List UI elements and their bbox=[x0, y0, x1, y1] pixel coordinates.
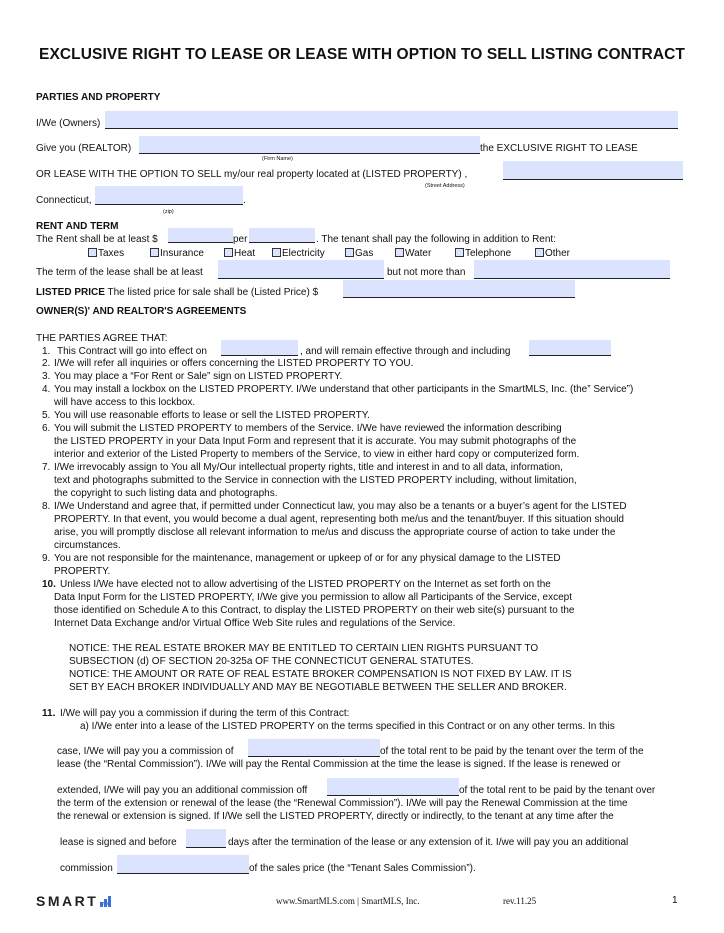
agreement-line: You will use reasonable efforts to lease or sell the LISTED PROPERTY. bbox=[54, 410, 370, 421]
firm-name-caption: (Firm Name) bbox=[262, 156, 293, 162]
street-address-field[interactable] bbox=[503, 161, 683, 180]
notice-line: NOTICE: THE AMOUNT OR RATE OF REAL ESTATE BROKER COMPENSATION IS NOT FIXED BY LAW. IT IS bbox=[69, 669, 572, 680]
term-min-field[interactable] bbox=[218, 260, 384, 279]
listed-price-field[interactable] bbox=[343, 280, 575, 298]
checkbox-electricity[interactable]: Electricity bbox=[272, 248, 325, 259]
checkbox-heat[interactable]: Heat bbox=[224, 248, 255, 259]
item-number: 11. bbox=[42, 708, 56, 719]
tenant-sales-commission-field[interactable] bbox=[117, 855, 249, 874]
commission-text-b: of the sales price (the “Tenant Sales Commission”). bbox=[249, 863, 476, 874]
connecticut-label: Connecticut, bbox=[36, 195, 92, 206]
case-text-a: case, I/We will pay you a commission of bbox=[57, 746, 234, 757]
item-number: 10. bbox=[42, 579, 56, 590]
rent-line-a: The Rent shall be at least $ bbox=[36, 234, 158, 245]
agreement-line: You may place a “For Rent or Sale” sign on LISTED PROPERTY. bbox=[54, 371, 343, 382]
agreement-line: will have access to this lockbox. bbox=[54, 397, 196, 408]
checkbox-box[interactable] bbox=[88, 248, 97, 257]
checkbox-box[interactable] bbox=[455, 248, 464, 257]
owners-field[interactable] bbox=[105, 111, 678, 129]
effective-date-field[interactable] bbox=[221, 340, 298, 356]
item-number: 3. bbox=[42, 371, 51, 382]
agreement-line: Internet Data Exchange and/or Virtual Office Web Site rules and regulations of the Service. bbox=[54, 618, 456, 629]
checkbox-gas[interactable]: Gas bbox=[345, 248, 373, 259]
extension-text-a: extended, I/We will pay you an additional commission off bbox=[57, 785, 308, 796]
street-address-caption: (Street Address) bbox=[425, 183, 465, 189]
commission-text-a: commission bbox=[60, 863, 113, 874]
rental-commission-field[interactable] bbox=[248, 739, 380, 757]
realtor-field[interactable] bbox=[139, 136, 480, 154]
agreement-line: text and photographs submitted to the Service in connection with the LISTED PROPERTY including, without limitation, bbox=[54, 475, 577, 486]
rent-period-field[interactable] bbox=[249, 228, 315, 243]
smartmls-logo bbox=[36, 893, 121, 910]
rent-amount-field[interactable] bbox=[168, 228, 233, 243]
agreement-line: Unless I/We have elected not to allow advertising of the LISTED PROPERTY on the Internet as set forth on the bbox=[60, 579, 551, 590]
rent-line-b: per bbox=[233, 234, 248, 245]
lease-line: OR LEASE WITH THE OPTION TO SELL my/our real property located at (LISTED PROPERTY) , bbox=[36, 169, 468, 180]
notice-line: NOTICE: THE REAL ESTATE BROKER MAY BE ENTITLED TO CERTAIN LIEN RIGHTS PURSUANT TO bbox=[69, 643, 539, 654]
item-number: 7. bbox=[42, 462, 51, 473]
checkbox-box[interactable] bbox=[224, 248, 233, 257]
zip-field[interactable] bbox=[95, 186, 243, 205]
extension-text-b: of the total rent to be paid by the tenant over bbox=[459, 785, 656, 796]
listed-price-label: LISTED PRICE bbox=[36, 287, 105, 298]
term-line-a: The term of the lease shall be at least bbox=[36, 267, 203, 278]
days-field[interactable] bbox=[186, 829, 226, 848]
checkbox-box[interactable] bbox=[272, 248, 281, 257]
case-text-b: of the total rent to be paid by the tenant over the term of the bbox=[380, 746, 644, 757]
section-header-parties: PARTIES AND PROPERTY bbox=[36, 92, 161, 103]
checkbox-box[interactable] bbox=[395, 248, 404, 257]
agreement-line: those identified on Schedule A to this Contract, to display the LISTED PROPERTY on their web site(s) pursuant to the bbox=[54, 605, 575, 616]
agreement-line: Data Input Form for the LISTED PROPERTY, I/We give you permission to allow all Participants of the Service, except bbox=[54, 592, 573, 603]
item-number: 8. bbox=[42, 501, 51, 512]
agreement-line: the LISTED PROPERTY in your Data Input Form and represent that it is accurate. You may submit photographs of the bbox=[54, 436, 577, 447]
section-header-rent: RENT AND TERM bbox=[36, 221, 119, 232]
realtor-suffix: the EXCLUSIVE RIGHT TO LEASE bbox=[480, 143, 638, 154]
realtor-label: Give you (REALTOR) bbox=[36, 143, 132, 154]
agreement-line: PROPERTY. In that event, you would become a dual agent, representing both me/us and the tenant/buyer. If this situation should bbox=[54, 514, 624, 525]
owners-label: I/We (Owners) bbox=[36, 118, 101, 129]
agreement-line: You may install a lockbox on the LISTED PROPERTY. I/We understand that other participants in the SmartMLS, Inc. (the” Service”) bbox=[54, 384, 634, 395]
agreement-line: I/We irrevocably assign to You all My/Our intellectual property rights, title and interest in and to all data, information, bbox=[54, 462, 563, 473]
checkbox-water[interactable]: Water bbox=[395, 248, 431, 259]
item-number: 2. bbox=[42, 358, 51, 369]
logo-text: SMART bbox=[36, 893, 99, 909]
renewal-line-2: the renewal or extension is signed. If I/We sell the LISTED PROPERTY, directly or indirectly, to the tenant at any time after the bbox=[57, 811, 614, 822]
rental-commission-line: lease (the “Rental Commission”). I/We will pay the Rental Commission at the time the lease is signed. If the lease is renewed or bbox=[57, 759, 621, 770]
agreement-line: I/We will refer all inquiries or offers concerning the LISTED PROPERTY TO YOU. bbox=[54, 358, 414, 369]
checkbox-insurance[interactable]: Insurance bbox=[150, 248, 204, 259]
document-title: EXCLUSIVE RIGHT TO LEASE OR LEASE WITH OPTION TO SELL LISTING CONTRACT bbox=[39, 46, 685, 63]
commission-a-line: a) I/We enter into a lease of the LISTED PROPERTY on the terms specified in this Contract or on any other terms. In this bbox=[80, 721, 615, 732]
agreements-intro: THE PARTIES AGREE THAT: bbox=[36, 333, 168, 344]
agreement-line: the copyright to such listing data and photographs. bbox=[54, 488, 278, 499]
term-line-b: but not more than bbox=[387, 267, 466, 278]
checkbox-box[interactable] bbox=[150, 248, 159, 257]
zip-period: . bbox=[243, 195, 246, 206]
item-number: 9. bbox=[42, 553, 51, 564]
signed-text-b: days after the termination of the lease or any extension of it. I/we will pay you an additional bbox=[228, 837, 629, 848]
zip-caption: (zip) bbox=[163, 209, 174, 215]
checkbox-box[interactable] bbox=[345, 248, 354, 257]
footer-website: www.SmartMLS.com | SmartMLS, Inc. bbox=[276, 896, 420, 906]
page-number: 1 bbox=[672, 895, 678, 906]
checkbox-box[interactable] bbox=[535, 248, 544, 257]
agreement-line: You will submit the LISTED PROPERTY to members of the Service. I/We have reviewed the information describing bbox=[54, 423, 562, 434]
term-max-field[interactable] bbox=[474, 260, 670, 279]
item-number: 6. bbox=[42, 423, 51, 434]
item1-text-a: This Contract will go into effect on bbox=[57, 346, 207, 357]
item-number: 1. bbox=[42, 346, 51, 357]
listed-price-line bbox=[36, 287, 318, 298]
agreement-line: PROPERTY. bbox=[54, 566, 111, 577]
renewal-commission-field[interactable] bbox=[327, 778, 459, 796]
expiry-date-field[interactable] bbox=[529, 340, 611, 356]
item1-text-b: , and will remain effective through and including bbox=[300, 346, 511, 357]
commission-intro: I/We will pay you a commission if during the term of this Contract: bbox=[60, 708, 350, 719]
agreement-line: I/We Understand and agree that, if permitted under Connecticut law, you may also be a tenants or a buyer’s agent for the LISTED bbox=[54, 501, 627, 512]
signed-text-a: lease is signed and before bbox=[60, 837, 177, 848]
listed-price-text: The listed price for sale shall be (Listed Price) $ bbox=[107, 287, 319, 298]
item-number: 5. bbox=[42, 410, 51, 421]
rent-line-c: . The tenant shall pay the following in addition to Rent: bbox=[316, 234, 556, 245]
logo-small-text: mls bbox=[100, 901, 109, 907]
checkbox-other[interactable]: Other bbox=[535, 248, 570, 259]
notice-line: SET BY EACH BROKER INDIVIDUALLY AND MAY BE NEGOTIABLE BETWEEN THE SELLER AND BROKER. bbox=[69, 682, 567, 693]
agreement-line: You are not responsible for the maintenance, management or upkeep of or for any physical damage to the LISTED bbox=[54, 553, 561, 564]
checkbox-telephone[interactable]: Telephone bbox=[455, 248, 511, 259]
agreement-line: interior and exterior of the Listed Property to members of the Service, to view in either hard copy or computerized form. bbox=[54, 449, 580, 460]
item-number: 4. bbox=[42, 384, 51, 395]
renewal-line: the term of the extension or renewal of the lease (the “Renewal Commission”). I/We will pay the Renewal Commission at the time bbox=[57, 798, 628, 809]
footer-revision: rev.11.25 bbox=[503, 896, 537, 906]
checkbox-taxes[interactable]: Taxes bbox=[88, 248, 124, 259]
section-header-agreements: OWNER(S)' AND REALTOR'S AGREEMENTS bbox=[36, 306, 247, 317]
notice-line: SUBSECTION (d) OF SECTION 20-325a OF THE CONNECTICUT GENERAL STATUTES. bbox=[69, 656, 474, 667]
agreement-line: circumstances. bbox=[54, 540, 121, 551]
agreement-line: arise, you will promptly disclose all relevant information to me/us and discuss the appropriate course of action to take under the bbox=[54, 527, 616, 538]
